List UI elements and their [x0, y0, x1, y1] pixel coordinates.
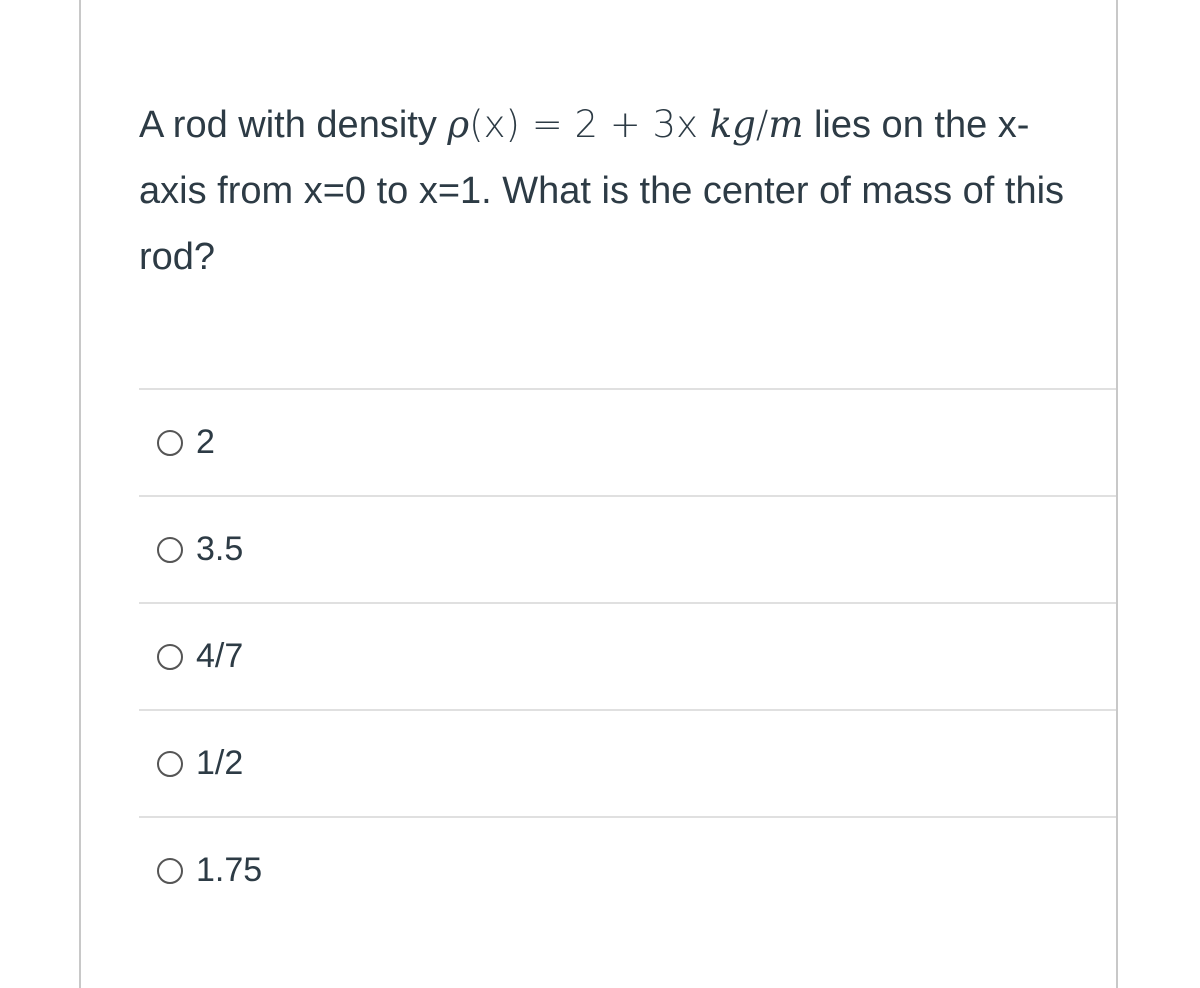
answer-option[interactable] [139, 709, 1116, 816]
answer-option[interactable] [139, 602, 1116, 709]
radio-button-icon[interactable] [157, 858, 183, 884]
formula-equals: = 2 + 3 [519, 103, 677, 146]
unit-kg: kg [697, 103, 756, 146]
radio-button-icon[interactable] [157, 537, 183, 563]
answer-label: 1/2 [196, 744, 244, 782]
density-formula [447, 103, 803, 146]
answer-option[interactable] [139, 816, 1116, 923]
question-intro: A rod with density [139, 104, 448, 146]
answer-list [139, 388, 1116, 923]
answer-label: 4/7 [196, 637, 244, 675]
answer-label: 1.75 [196, 851, 263, 889]
radio-button-icon[interactable] [157, 751, 183, 777]
question-card [79, 0, 1118, 988]
answer-option[interactable] [139, 388, 1116, 495]
radio-button-icon[interactable] [157, 644, 183, 670]
unit-slash: / [755, 103, 769, 146]
radio-button-icon[interactable] [157, 430, 183, 456]
question-rest: lies on the x-axis from x=0 to x=1. What is the center of mass of this rod? [139, 104, 1065, 278]
formula-argument: (x) [469, 103, 520, 146]
answer-label: 2 [196, 423, 215, 461]
rho-symbol: ρ [447, 103, 470, 146]
answer-option[interactable] [139, 495, 1116, 602]
unit-m: m [768, 103, 804, 146]
question-text [139, 92, 1079, 290]
answer-label: 3.5 [196, 530, 244, 568]
formula-variable: x [676, 103, 698, 146]
